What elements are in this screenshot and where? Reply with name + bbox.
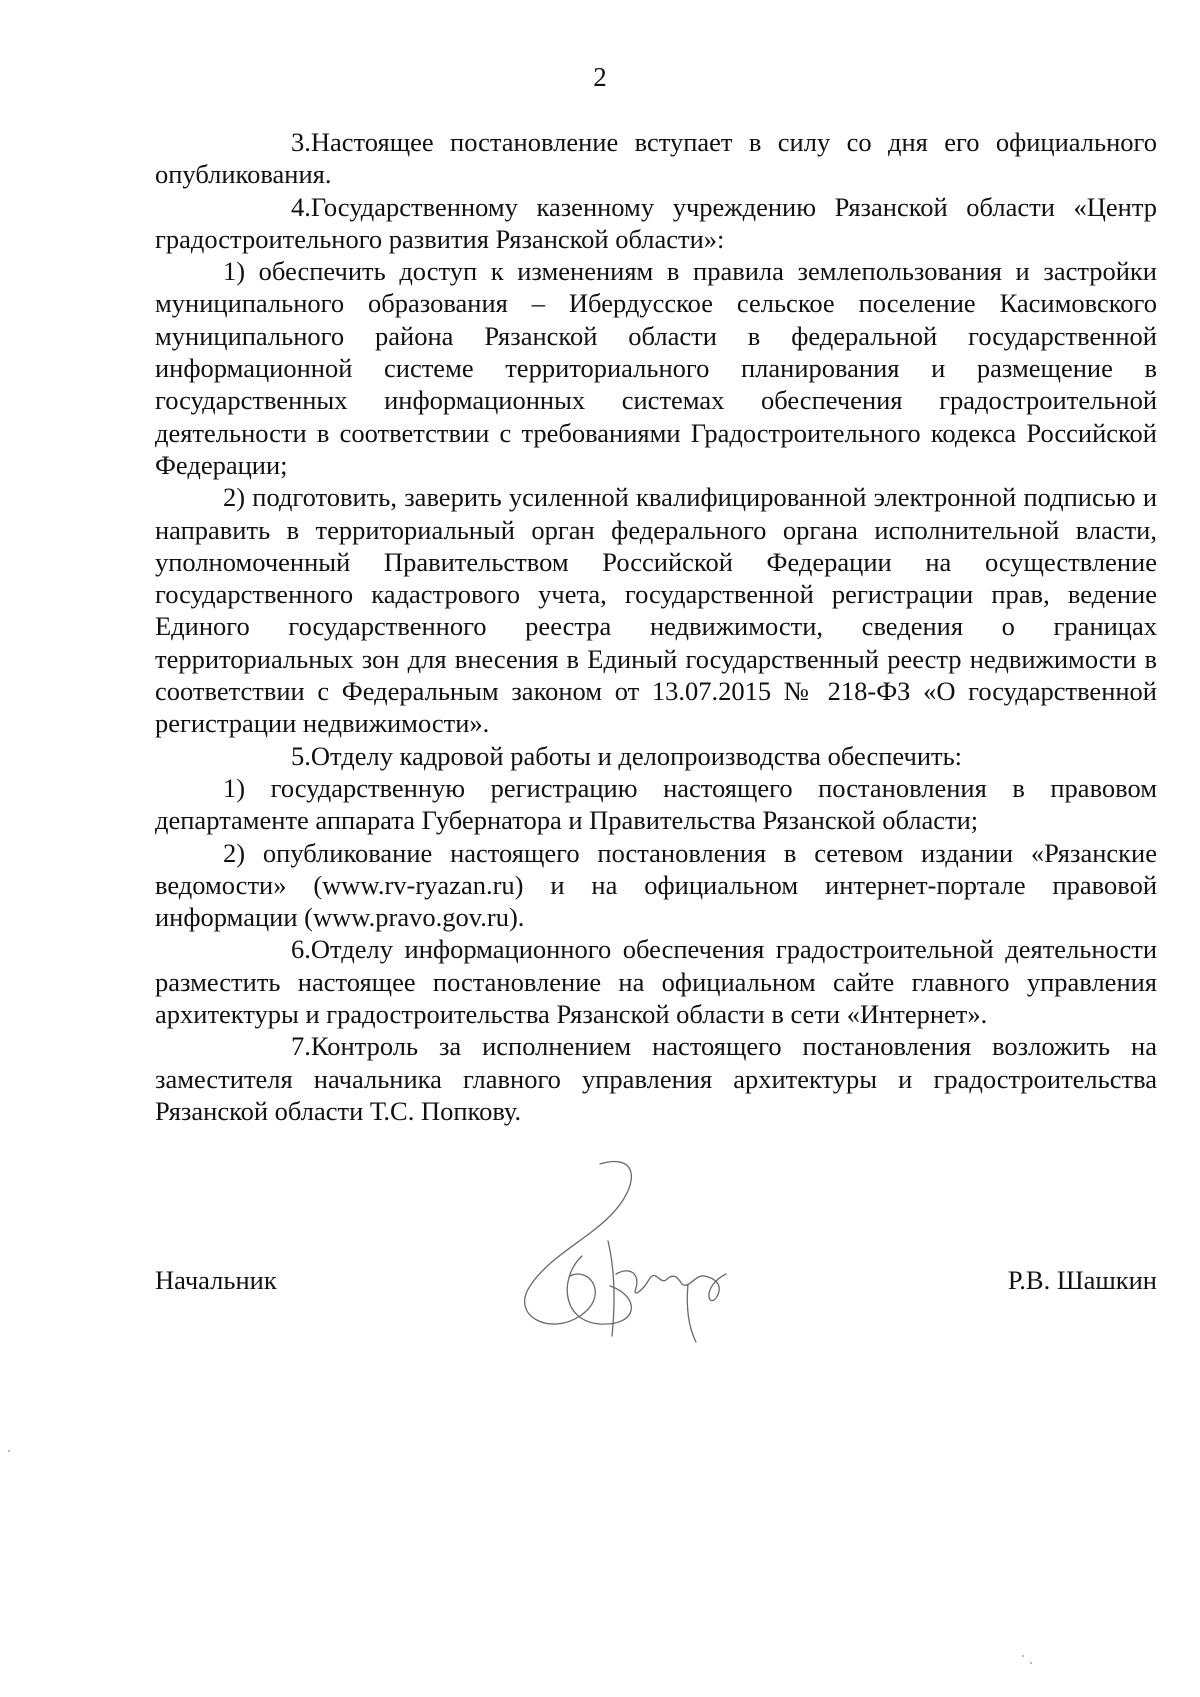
paragraph-text: 2) опубликование настоящего постановления в сетевом издании «Рязанские ведомости» (www.rv-ryazan.ru) и на официальном интернет-портале правовой информации (www.pravo.gov.ru). <box>155 837 1157 933</box>
paragraph-5 <box>155 740 1157 772</box>
paragraph-number: 5. <box>291 740 311 771</box>
paragraph-number: 4. <box>291 191 311 222</box>
paragraph-5-1 <box>155 772 1157 837</box>
page-number: 2 <box>593 62 607 92</box>
paragraph-text: Настоящее постановление вступает в силу со дня его официального опубликования. <box>155 127 1157 190</box>
signatory-position: Начальник <box>155 1265 277 1295</box>
handwritten-signature <box>490 1146 770 1356</box>
paragraph-text: 2) подготовить, заверить усиленной квалифицированной электронной подписью и направить в территориальный орган федерального органа исполнительной власти, уполномоченный Правительством Российской Федерации на осуществление государственного кадастрового учета, государственной регистрации прав, ведение Единого государственного реестра недвижимости, сведения о границах территориальных зон для внесения в Единый государственный реестр недвижимости в соответствии с Федеральным законом от 13.07.2015 № 218-ФЗ «О государственной регистрации недвижимости». <box>155 482 1157 739</box>
scan-speck <box>8 1450 10 1452</box>
paragraph-text: 1) государственную регистрацию настоящего постановления в правовом департаменте аппарата Губернатора и Правительства Рязанской области; <box>155 772 1157 836</box>
paragraph-3 <box>155 126 1157 191</box>
document-body <box>155 126 1157 1127</box>
paragraph-text: 1) обеспечить доступ к изменениям в правила землепользования и застройки муниципального образования – Ибердусское сельское поселение Касимовского муниципального района Рязанской области в федеральной государственной информационной системе территориального планирования и размещение в государственных информационных системах обеспечения градостроительной деятельности в соответствии с требованиями Градостроительного кодекса Российской Федерации; <box>155 256 1157 480</box>
paragraph-6 <box>155 933 1157 1030</box>
paragraph-text: Отделу информационного обеспечения градостроительной деятельности разместить настоящее постановление на официальном сайте главного управления архитектуры и градостроительства Рязанской области в сети «Интернет». <box>155 934 1157 1030</box>
paragraph-text: Государственному казенному учреждению Рязанской области «Центр градостроительного развития Рязанской области»: <box>155 191 1157 254</box>
paragraph-4-1 <box>155 255 1157 481</box>
paragraph-7 <box>155 1030 1157 1127</box>
scan-speck <box>1030 1662 1032 1664</box>
signatory-name: Р.В. Шашкин <box>1007 1265 1157 1295</box>
paragraph-4 <box>155 191 1157 256</box>
paragraph-number: 6. <box>291 934 311 965</box>
scan-speck <box>1022 1655 1024 1657</box>
paragraph-4-2 <box>155 481 1157 739</box>
paragraph-text: Отделу кадровой работы и делопроизводства обеспечить: <box>310 740 963 771</box>
paragraph-5-2 <box>155 837 1157 934</box>
paragraph-text: Контроль за исполнением настоящего постановления возложить на заместителя начальника главного управления архитектуры и градостроительства Рязанской области Т.С. Попкову. <box>155 1031 1157 1126</box>
paragraph-number: 3. <box>291 127 311 157</box>
paragraph-number: 7. <box>291 1031 311 1062</box>
